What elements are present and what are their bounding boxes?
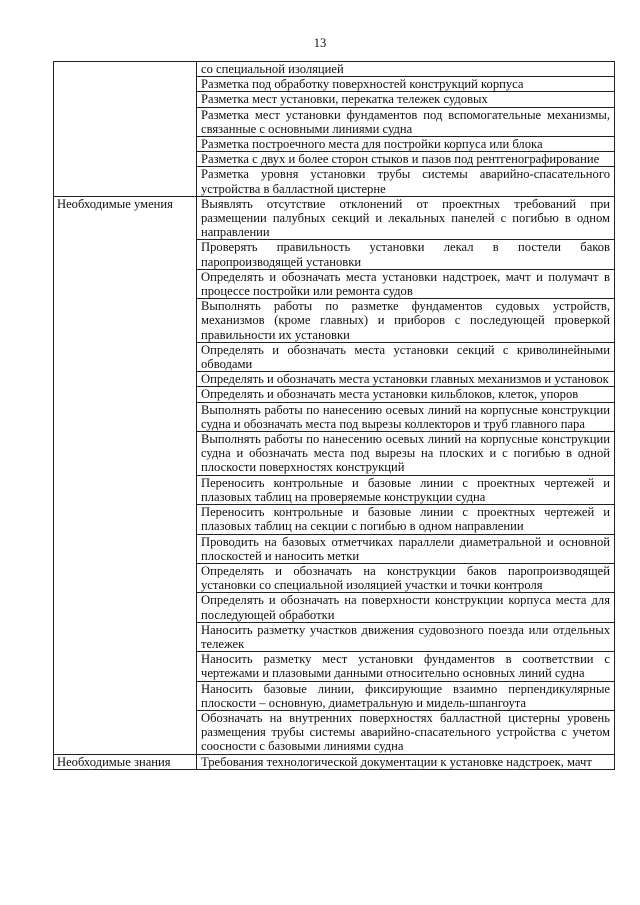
requirement-cell: Выполнять работы по нанесению осевых линий на корпусные конструкции судна и обозначать места под вырезы коллекторов и труб главного пара bbox=[197, 402, 615, 431]
requirement-cell: Переносить контрольные и базовые линии с проектных чертежей и плазовых таблиц на проверяемые конструкции судна bbox=[197, 475, 615, 504]
requirement-cell: Наносить базовые линии, фиксирующие взаимно перпендикулярные плоскости – основную, диаметральную и мидель-шпангоута bbox=[197, 681, 615, 710]
requirement-cell: Определять и обозначать места установки надстроек, мачт и полумачт в процессе постройки или ремонта судов bbox=[197, 269, 615, 298]
section-label bbox=[54, 62, 197, 197]
requirement-cell: Определять и обозначать места установки секций с криволинейными обводами bbox=[197, 342, 615, 371]
requirement-cell: Требования технологической документации к установке надстроек, мачт bbox=[197, 754, 615, 769]
requirement-cell: Переносить контрольные и базовые линии с проектных чертежей и плазовых таблиц на секции с погибью в одном направлении bbox=[197, 505, 615, 534]
requirement-cell: Обозначать на внутренних поверхностях балластной цистерны уровень размещения трубы системы аварийно-спасательного устройства с учетом соосности с базовыми линиями судна bbox=[197, 710, 615, 754]
table-row bbox=[54, 196, 615, 240]
requirement-cell: Определять и обозначать места установки кильблоков, клеток, упоров bbox=[197, 387, 615, 402]
requirement-cell: Определять и обозначать места установки главных механизмов и установок bbox=[197, 372, 615, 387]
requirement-cell: Проводить на базовых отметчиках параллели диаметральной и основной плоскостей и наносить метки bbox=[197, 534, 615, 563]
requirement-cell: Наносить разметку участков движения судовозного поезда или отдельных тележек bbox=[197, 622, 615, 651]
requirement-cell: Выполнять работы по разметке фундаментов судовых устройств, механизмов (кроме главных) и приборов с последующей проверкой правильности их установки bbox=[197, 299, 615, 343]
requirement-cell: со специальной изоляцией bbox=[197, 62, 615, 77]
requirement-cell: Разметка уровня установки трубы системы аварийно-спасательного устройства в балластной цистерне bbox=[197, 167, 615, 196]
requirement-cell: Проверять правильность установки лекал в постели баков паропроизводящей установки bbox=[197, 240, 615, 269]
competency-table bbox=[53, 61, 615, 770]
requirement-cell: Разметка мест установки фундаментов под вспомогательные механизмы, связанные с основными линиями судна bbox=[197, 107, 615, 136]
requirement-cell: Разметка под обработку поверхностей конструкций корпуса bbox=[197, 77, 615, 92]
section-label: Необходимые умения bbox=[54, 196, 197, 754]
requirement-cell: Определять и обозначать на поверхности конструкции корпуса места для последующей обработки bbox=[197, 593, 615, 622]
page-number: 13 bbox=[313, 36, 327, 50]
requirement-cell: Выполнять работы по нанесению осевых линий на корпусные конструкции судна и обозначать места под вырезы на плоских и с погибью в одной плоскости поверхностях конструкций bbox=[197, 432, 615, 476]
requirement-cell: Разметка мест установки, перекатка тележек судовых bbox=[197, 92, 615, 107]
requirement-cell: Наносить разметку мест установки фундаментов в соответствии с чертежами и плазовыми данными относительно основных линий судна bbox=[197, 652, 615, 681]
table-row bbox=[54, 754, 615, 769]
table-row bbox=[54, 62, 615, 77]
section-label: Необходимые знания bbox=[54, 754, 197, 769]
requirement-cell: Разметка с двух и более сторон стыков и пазов под рентгенографирование bbox=[197, 152, 615, 167]
requirement-cell: Выявлять отсутствие отклонений от проектных требований при размещении палубных секций и лекальных панелей с погибью в одном направлении bbox=[197, 196, 615, 240]
requirement-cell: Разметка построечного места для постройки корпуса или блока bbox=[197, 137, 615, 152]
requirement-cell: Определять и обозначать на конструкции баков паропроизводящей установки со специальной изоляцией участки и точки контроля bbox=[197, 563, 615, 592]
competency-table-body bbox=[54, 62, 615, 770]
